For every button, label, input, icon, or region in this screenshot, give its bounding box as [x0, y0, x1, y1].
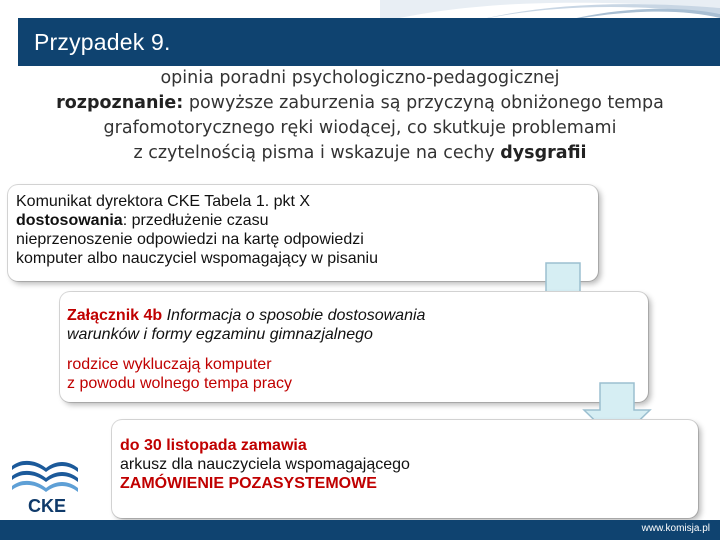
parents-note-line-1: rodzice wykluczają komputer — [67, 356, 272, 373]
attachment-title-part-1: Informacja o sposobie dostosowania — [162, 307, 426, 324]
step-1-line-3: nieprzenoszenie odpowiedzi na kartę odpowiedzi — [16, 231, 364, 248]
adjustments-label: dostosowania — [16, 212, 123, 229]
logo-text: CKE — [28, 496, 67, 516]
diagnosis-label: rozpoznanie: — [56, 93, 184, 113]
opinion-line-4-text: z czytelnością pisma i wskazuje na cechy — [133, 143, 501, 163]
slide-title-bar — [18, 18, 720, 66]
step-1-line-4: komputer albo nauczyciel wspomagający w pisaniu — [16, 250, 378, 267]
footer-bar — [0, 520, 720, 540]
dysgraphia-term: dysgrafii — [500, 143, 587, 163]
opinion-line-4 — [0, 141, 720, 166]
step-2-text — [67, 306, 425, 393]
step-1-line-1: Komunikat dyrektora CKE Tabela 1. pkt X — [16, 193, 311, 210]
step-2-line-1 — [67, 306, 425, 325]
out-of-system-order-text: ZAMÓWIENIE POZASYSTEMOWE — [120, 475, 377, 492]
step-1-line-2 — [16, 211, 378, 230]
diagnosis-text: powyższe zaburzenia są przyczyną obniżonego tempa — [183, 93, 664, 113]
step-3-text — [120, 436, 410, 493]
cke-logo — [6, 456, 82, 520]
step-box-cke-announcement — [8, 185, 598, 281]
opinion-line-2 — [0, 91, 720, 116]
opinion-line-1: opinia poradni psychologiczno-pedagogicznej — [160, 68, 560, 88]
slide-title: Przypadek 9. — [34, 29, 171, 55]
step-3-line-2: arkusz dla nauczyciela wspomagającego — [120, 456, 410, 473]
step-1-text — [16, 192, 378, 268]
step-box-order — [112, 420, 698, 518]
footer-url-link[interactable]: www.komisja.pl — [641, 523, 710, 534]
opinion-line-3: grafomotorycznego ręki wiodącej, co skutkuje problemami — [103, 118, 617, 138]
parents-note-line-2: z powodu wolnego tempa pracy — [67, 375, 293, 392]
attachment-title-part-2: warunków i formy egzaminu gimnazjalnego — [67, 326, 373, 343]
attachment-label: Załącznik 4b — [67, 307, 163, 324]
adjustments-text: : przedłużenie czasu — [122, 212, 269, 229]
step-box-attachment-4b — [60, 292, 648, 402]
opinion-block — [0, 66, 720, 166]
deadline-text: do 30 listopada zamawia — [120, 437, 307, 454]
